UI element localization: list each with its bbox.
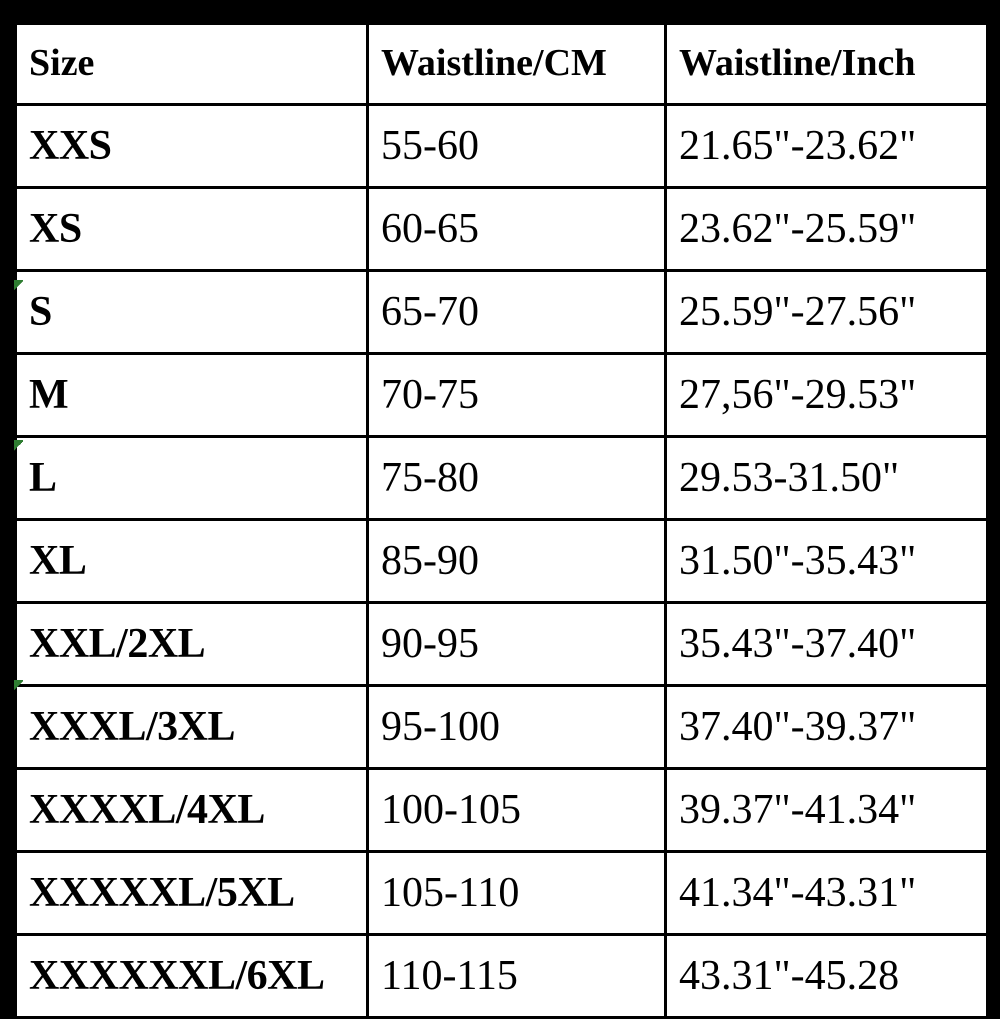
cell-waistline-inch: 21.65"-23.62" bbox=[666, 105, 988, 188]
cell-size: XXXXXXL/6XL bbox=[16, 935, 368, 1018]
table-row bbox=[16, 437, 988, 520]
cell-size: L bbox=[16, 437, 368, 520]
table-row bbox=[16, 769, 988, 852]
cell-waistline-cm: 65-70 bbox=[368, 271, 666, 354]
cell-size: XXXXXL/5XL bbox=[16, 852, 368, 935]
column-header-waistline-inch: Waistline/Inch bbox=[666, 24, 988, 105]
cell-size: S bbox=[16, 271, 368, 354]
cell-waistline-cm: 85-90 bbox=[368, 520, 666, 603]
cell-waistline-cm: 100-105 bbox=[368, 769, 666, 852]
cell-waistline-cm: 110-115 bbox=[368, 935, 666, 1018]
cell-waistline-cm: 70-75 bbox=[368, 354, 666, 437]
cell-waistline-cm: 60-65 bbox=[368, 188, 666, 271]
cell-size: XXS bbox=[16, 105, 368, 188]
table-row bbox=[16, 271, 988, 354]
cell-waistline-inch: 29.53-31.50" bbox=[666, 437, 988, 520]
cell-waistline-inch: 39.37"-41.34" bbox=[666, 769, 988, 852]
cell-size: XXL/2XL bbox=[16, 603, 368, 686]
cell-waistline-cm: 55-60 bbox=[368, 105, 666, 188]
table-row bbox=[16, 603, 988, 686]
table-body bbox=[16, 105, 988, 1018]
table-row bbox=[16, 520, 988, 603]
table-row bbox=[16, 935, 988, 1018]
cell-waistline-inch: 25.59"-27.56" bbox=[666, 271, 988, 354]
cell-waistline-cm: 90-95 bbox=[368, 603, 666, 686]
table-row bbox=[16, 188, 988, 271]
cell-waistline-inch: 35.43"-37.40" bbox=[666, 603, 988, 686]
cell-size: XXXL/3XL bbox=[16, 686, 368, 769]
cell-waistline-inch: 43.31"-45.28 bbox=[666, 935, 988, 1018]
table-row bbox=[16, 354, 988, 437]
column-header-waistline-cm: Waistline/CM bbox=[368, 24, 666, 105]
cell-waistline-cm: 105-110 bbox=[368, 852, 666, 935]
cell-waistline-inch: 41.34"-43.31" bbox=[666, 852, 988, 935]
table-header-row bbox=[16, 24, 988, 105]
cell-waistline-inch: 23.62"-25.59" bbox=[666, 188, 988, 271]
cell-size: M bbox=[16, 354, 368, 437]
table-header bbox=[16, 24, 988, 105]
cell-waistline-inch: 31.50"-35.43" bbox=[666, 520, 988, 603]
cell-size: XS bbox=[16, 188, 368, 271]
table-row bbox=[16, 686, 988, 769]
size-chart-container bbox=[14, 22, 986, 999]
cell-size: XL bbox=[16, 520, 368, 603]
table-row bbox=[16, 105, 988, 188]
cell-waistline-cm: 95-100 bbox=[368, 686, 666, 769]
size-chart-table bbox=[14, 22, 989, 1019]
cell-waistline-cm: 75-80 bbox=[368, 437, 666, 520]
column-header-size: Size bbox=[16, 24, 368, 105]
table-row bbox=[16, 852, 988, 935]
cell-waistline-inch: 27,56"-29.53" bbox=[666, 354, 988, 437]
cell-size: XXXXL/4XL bbox=[16, 769, 368, 852]
cell-waistline-inch: 37.40"-39.37" bbox=[666, 686, 988, 769]
